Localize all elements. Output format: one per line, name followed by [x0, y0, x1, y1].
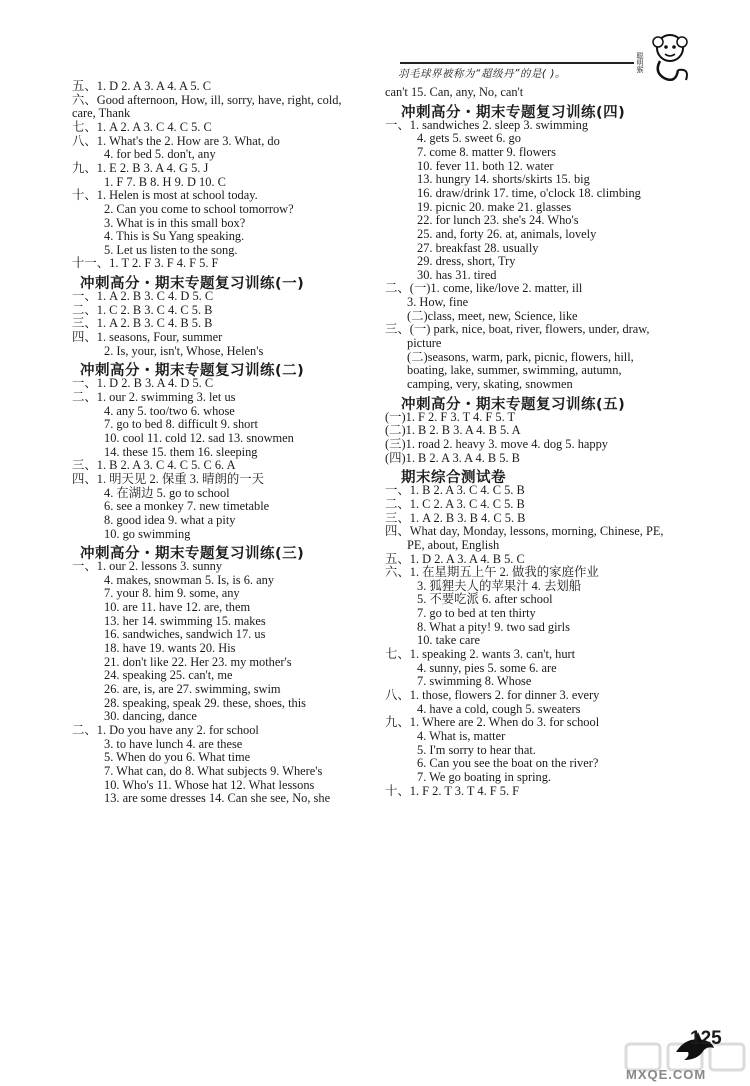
answer-line: 三、1. B 2. A 3. C 4. C 5. C 6. A	[72, 458, 236, 473]
answer-line: 7. go to bed 8. difficult 9. short	[104, 417, 258, 432]
answer-line: 十、1. F 2. T 3. T 4. F 5. F	[385, 783, 520, 798]
answer-line: 一、1. B 2. A 3. C 4. C 5. B	[385, 483, 525, 498]
section-title: 期末综合测试卷	[401, 470, 506, 487]
answer-line: 10. go swimming	[104, 526, 191, 541]
answer-line: 一、1. A 2. B 3. C 4. D 5. C	[72, 289, 214, 304]
answer-line: 九、1. E 2. B 3. A 4. G 5. J	[72, 160, 209, 175]
answer-line: 2. Is, your, isn't, Whose, Helen's	[104, 343, 264, 358]
answer-line: 4. sunny, pies 5. some 6. are	[417, 660, 557, 675]
answer-line: 四、1. seasons, Four, summer	[72, 330, 223, 345]
section-title: 冲刺高分・期末专题复习训练(四)	[401, 104, 626, 121]
answer-line: boating, lake, summer, swimming, autumn,	[407, 363, 622, 378]
answer-line: 一、1. our 2. lessons 3. sunny	[72, 559, 223, 574]
answer-line: 3. 狐狸夫人的苹果汁 4. 去划船	[417, 578, 582, 593]
section-title: 冲刺高分・期末专题复习训练(二)	[80, 363, 305, 380]
answer-line: 22. for lunch 23. she's 24. Who's	[417, 213, 579, 228]
answer-line: 4. 在湖边 5. go to school	[104, 485, 230, 500]
answer-line: 3. What is in this small box?	[104, 215, 246, 230]
answer-line: 二、1. our 2. swimming 3. let us	[72, 390, 236, 404]
watermark-text: MXQE.COM	[626, 1067, 707, 1082]
answer-line: 五、1. D 2. A 3. A 4. A 5. C	[72, 79, 212, 93]
answer-line: 八、1. What's the 2. How are 3. What, do	[72, 133, 280, 148]
answer-line: 7. come 8. matter 9. flowers	[417, 144, 557, 159]
answer-line: 27. breakfast 28. usually	[417, 240, 539, 255]
answer-line: 1. F 7. B 8. H 9. D 10. C	[104, 174, 226, 189]
answer-line: 25. and, forty 26. at, animals, lovely	[417, 226, 597, 241]
answer-line: 26. are, is, are 27. swimming, swim	[104, 682, 281, 696]
answer-line: 八、1. those, flowers 2. for dinner 3. every	[385, 688, 600, 702]
answer-line: 2. Can you come to school tomorrow?	[104, 201, 294, 216]
answer-line: 21. don't like 22. Her 23. my mother's	[104, 654, 292, 669]
answer-line: 10. take care	[417, 633, 480, 648]
answer-line: can't 15. Can, any, No, can't	[385, 85, 524, 99]
answer-line: 7. your 8. him 9. some, any	[104, 586, 240, 601]
answer-line: 16. sandwiches, sandwich 17. us	[104, 627, 266, 642]
answer-line: (一)1. F 2. F 3. T 4. F 5. T	[385, 409, 516, 424]
answer-line: 30. has 31. tired	[417, 267, 497, 282]
answer-line: 8. What a pity! 9. two sad girls	[417, 619, 570, 634]
answer-line: 4. have a cold, cough 5. sweaters	[417, 701, 581, 716]
answer-line: 九、1. Where are 2. When do 3. for school	[385, 715, 600, 730]
answer-line: 7. What can, do 8. What subjects 9. Where's	[104, 763, 323, 778]
answer-line: PE, about, English	[407, 537, 500, 552]
answer-line: 4. gets 5. sweet 6. go	[417, 131, 521, 146]
answer-line: 13. hungry 14. shorts/skirts 15. big	[417, 172, 590, 187]
answer-line: 五、1. D 2. A 3. A 4. B 5. C	[385, 551, 525, 566]
answer-line: 13. are some dresses 14. Can she see, No, she	[104, 791, 331, 806]
answer-line: 18. have 19. wants 20. His	[104, 641, 236, 656]
answer-line: 3. to have lunch 4. are these	[104, 736, 243, 751]
answer-line: 5. When do you 6. What time	[104, 750, 251, 765]
header-riddle: 羽毛球界被称为“超级丹”的是( )。	[398, 68, 566, 80]
answer-line: (二)class, meet, new, Science, like	[407, 308, 578, 323]
answer-line: camping, very, skating, snowmen	[407, 377, 573, 391]
answer-line: 6. see a monkey 7. new timetable	[104, 499, 270, 514]
answer-line: 三、(一) park, nice, boat, river, flowers, under, draw,	[385, 322, 650, 337]
section-title: 冲刺高分・期末专题复习训练(一)	[80, 276, 305, 293]
answer-line: 5. Let us listen to the song.	[104, 242, 238, 257]
answer-line: 三、1. A 2. B 3. C 4. B 5. B	[72, 316, 213, 331]
answer-line: (二)seasons, warm, park, picnic, flowers, hill,	[407, 349, 634, 364]
answer-line: 6. Can you see the boat on the river?	[417, 756, 599, 771]
monkey-logo-icon	[630, 28, 692, 88]
answer-line: (四)1. B 2. A 3. A 4. B 5. B	[385, 450, 520, 465]
answer-line: 4. any 5. too/two 6. whose	[104, 403, 235, 418]
answer-line: 19. picnic 20. make 21. glasses	[417, 199, 572, 214]
answer-line: 5. I'm sorry to hear that.	[417, 742, 536, 757]
header-rule	[400, 62, 634, 64]
answer-line: 三、1. A 2. B 3. B 4. C 5. B	[385, 510, 526, 525]
answer-line: 10. Who's 11. Whose hat 12. What lessons	[104, 777, 315, 792]
answer-line: 一、1. D 2. B 3. A 4. D 5. C	[72, 376, 214, 391]
answer-line: 十、1. Helen is most at school today.	[72, 188, 258, 203]
answer-line: 10. fever 11. both 12. water	[417, 158, 554, 173]
answer-line: 六、Good afternoon, How, ill, sorry, have, right, cold,	[72, 92, 342, 107]
answer-line: 3. How, fine	[407, 295, 469, 310]
answer-line: 7. go to bed at ten thirty	[417, 606, 536, 621]
answer-line: 7. We go boating in spring.	[417, 769, 552, 784]
answer-line: 16. draw/drink 17. time, o'clock 18. climbing	[417, 185, 641, 200]
answer-line: 二、1. Do you have any 2. for school	[72, 722, 259, 737]
answer-line: (二)1. B 2. B 3. A 4. B 5. A	[385, 423, 521, 438]
answer-line: (三)1. road 2. heavy 3. move 4. dog 5. happy	[385, 436, 608, 451]
section-title: 冲刺高分・期末专题复习训练(三)	[80, 546, 305, 563]
answer-line: 七、1. speaking 2. wants 3. can't, hurt	[385, 647, 576, 662]
section-title: 冲刺高分・期末专题复习训练(五)	[401, 396, 626, 413]
answer-line: 10. are 11. have 12. are, them	[104, 600, 251, 615]
answer-line: 13. her 14. swimming 15. makes	[104, 613, 266, 628]
logo-text: 聪明猴	[636, 52, 644, 73]
answer-line: 14. these 15. them 16. sleeping	[104, 444, 258, 459]
answer-line: 六、1. 在星期五上午 2. 做我的家庭作业	[385, 565, 599, 580]
answer-line: 30. dancing, dance	[104, 709, 197, 724]
answer-line: 8. good idea 9. what a pity	[104, 512, 236, 527]
answer-line: 4. This is Su Yang speaking.	[104, 229, 245, 244]
answer-line: care, Thank	[72, 106, 131, 121]
answer-line: picture	[407, 336, 442, 351]
answer-line: 一、1. sandwiches 2. sleep 3. swimming	[385, 117, 589, 132]
answer-line: 四、What day, Monday, lessons, morning, Chinese, PE,	[385, 524, 664, 539]
answer-line: 7. swimming 8. Whose	[417, 674, 532, 689]
answer-line: 10. cool 11. cold 12. sad 13. snowmen	[104, 430, 294, 445]
answer-line: 四、1. 明天见 2. 保重 3. 晴朗的一天	[72, 471, 265, 486]
answer-line: 十一、1. T 2. F 3. F 4. F 5. F	[72, 256, 219, 271]
page-number: 125	[690, 1028, 722, 1049]
answer-line: 二、1. C 2. A 3. C 4. C 5. B	[385, 496, 525, 511]
answer-line: 29. dress, short, Try	[417, 254, 516, 269]
answer-line: 28. speaking, speak 29. these, shoes, this	[104, 695, 307, 710]
answer-line: 七、1. A 2. A 3. C 4. C 5. C	[72, 119, 212, 134]
answer-line: 二、1. C 2. B 3. C 4. C 5. B	[72, 302, 213, 317]
answer-line: 4. for bed 5. don't, any	[104, 147, 216, 162]
answer-line: 24. speaking 25. can't, me	[104, 668, 233, 683]
answer-line: 5. 不要吃派 6. after school	[417, 592, 553, 607]
answer-line: 4. makes, snowman 5. Is, is 6. any	[104, 572, 275, 587]
answer-line: 二、(一)1. come, like/love 2. matter, ill	[385, 281, 583, 296]
answer-line: 4. What is, matter	[417, 728, 506, 743]
